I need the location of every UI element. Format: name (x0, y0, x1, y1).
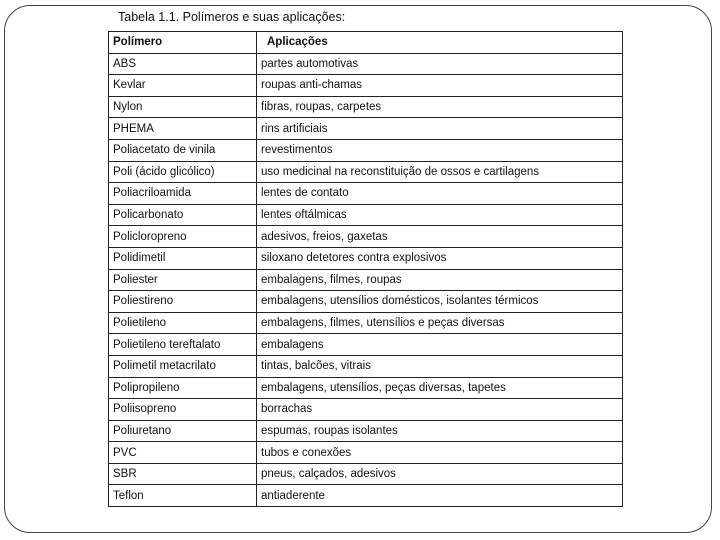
polymer-cell: Poliestireno (109, 291, 257, 313)
table-header-row (109, 32, 623, 54)
table-row (109, 139, 623, 161)
polymer-cell: ABS (109, 53, 257, 75)
application-cell: tintas, balcões, vitrais (257, 355, 623, 377)
table-row (109, 463, 623, 485)
polymer-cell: Poliester (109, 269, 257, 291)
polymer-cell: Teflon (109, 485, 257, 507)
application-cell: embalagens, utensílios, peças diversas, tapetes (257, 377, 623, 399)
polymer-cell: Poliacriloamida (109, 183, 257, 205)
table-row (109, 420, 623, 442)
polymer-cell: Poli (ácido glicólico) (109, 161, 257, 183)
application-cell: embalagens (257, 334, 623, 356)
polymer-cell: Polipropileno (109, 377, 257, 399)
application-cell: embalagens, utensílios domésticos, isolantes térmicos (257, 291, 623, 313)
table-row (109, 247, 623, 269)
polymer-table-container (108, 31, 622, 507)
table-row (109, 291, 623, 313)
application-cell: roupas anti-chamas (257, 75, 623, 97)
polymer-cell: Nylon (109, 96, 257, 118)
polymer-cell: Poliuretano (109, 420, 257, 442)
polymer-cell: Poliisopreno (109, 399, 257, 421)
table-row (109, 118, 623, 140)
table-row (109, 226, 623, 248)
table-row (109, 399, 623, 421)
table-row (109, 269, 623, 291)
table-body (109, 53, 623, 506)
table-row (109, 161, 623, 183)
polymer-cell: SBR (109, 463, 257, 485)
table-row (109, 485, 623, 507)
application-cell: embalagens, filmes, roupas (257, 269, 623, 291)
polymer-cell: PHEMA (109, 118, 257, 140)
application-cell: pneus, calçados, adesivos (257, 463, 623, 485)
application-cell: embalagens, filmes, utensílios e peças diversas (257, 312, 623, 334)
table-row (109, 53, 623, 75)
application-cell: antiaderente (257, 485, 623, 507)
application-cell: adesivos, freios, gaxetas (257, 226, 623, 248)
application-cell: rins artificiais (257, 118, 623, 140)
application-cell: revestimentos (257, 139, 623, 161)
table-row (109, 334, 623, 356)
application-cell: siloxano detetores contra explosivos (257, 247, 623, 269)
polymer-cell: Polietileno (109, 312, 257, 334)
application-cell: uso medicinal na reconstituição de ossos e cartilagens (257, 161, 623, 183)
polymer-cell: Polidimetil (109, 247, 257, 269)
table-row (109, 75, 623, 97)
application-cell: partes automotivas (257, 53, 623, 75)
table-row (109, 442, 623, 464)
polymer-cell: Policloropreno (109, 226, 257, 248)
table-row (109, 355, 623, 377)
polymer-cell: Poliacetato de vinila (109, 139, 257, 161)
polymer-cell: PVC (109, 442, 257, 464)
application-cell: lentes oftálmicas (257, 204, 623, 226)
application-cell: lentes de contato (257, 183, 623, 205)
table-caption: Tabela 1.1. Polímeros e suas aplicações: (118, 10, 346, 24)
header-polymer: Polímero (109, 32, 257, 54)
application-cell: borrachas (257, 399, 623, 421)
polymer-applications-table (108, 31, 623, 507)
table-row (109, 96, 623, 118)
table-row (109, 204, 623, 226)
table-row (109, 183, 623, 205)
application-cell: fibras, roupas, carpetes (257, 96, 623, 118)
table-row (109, 377, 623, 399)
header-applications: Aplicações (257, 32, 623, 54)
polymer-cell: Policarbonato (109, 204, 257, 226)
application-cell: espumas, roupas isolantes (257, 420, 623, 442)
polymer-cell: Polietileno tereftalato (109, 334, 257, 356)
polymer-cell: Kevlar (109, 75, 257, 97)
application-cell: tubos e conexões (257, 442, 623, 464)
table-row (109, 312, 623, 334)
polymer-cell: Polimetil metacrilato (109, 355, 257, 377)
